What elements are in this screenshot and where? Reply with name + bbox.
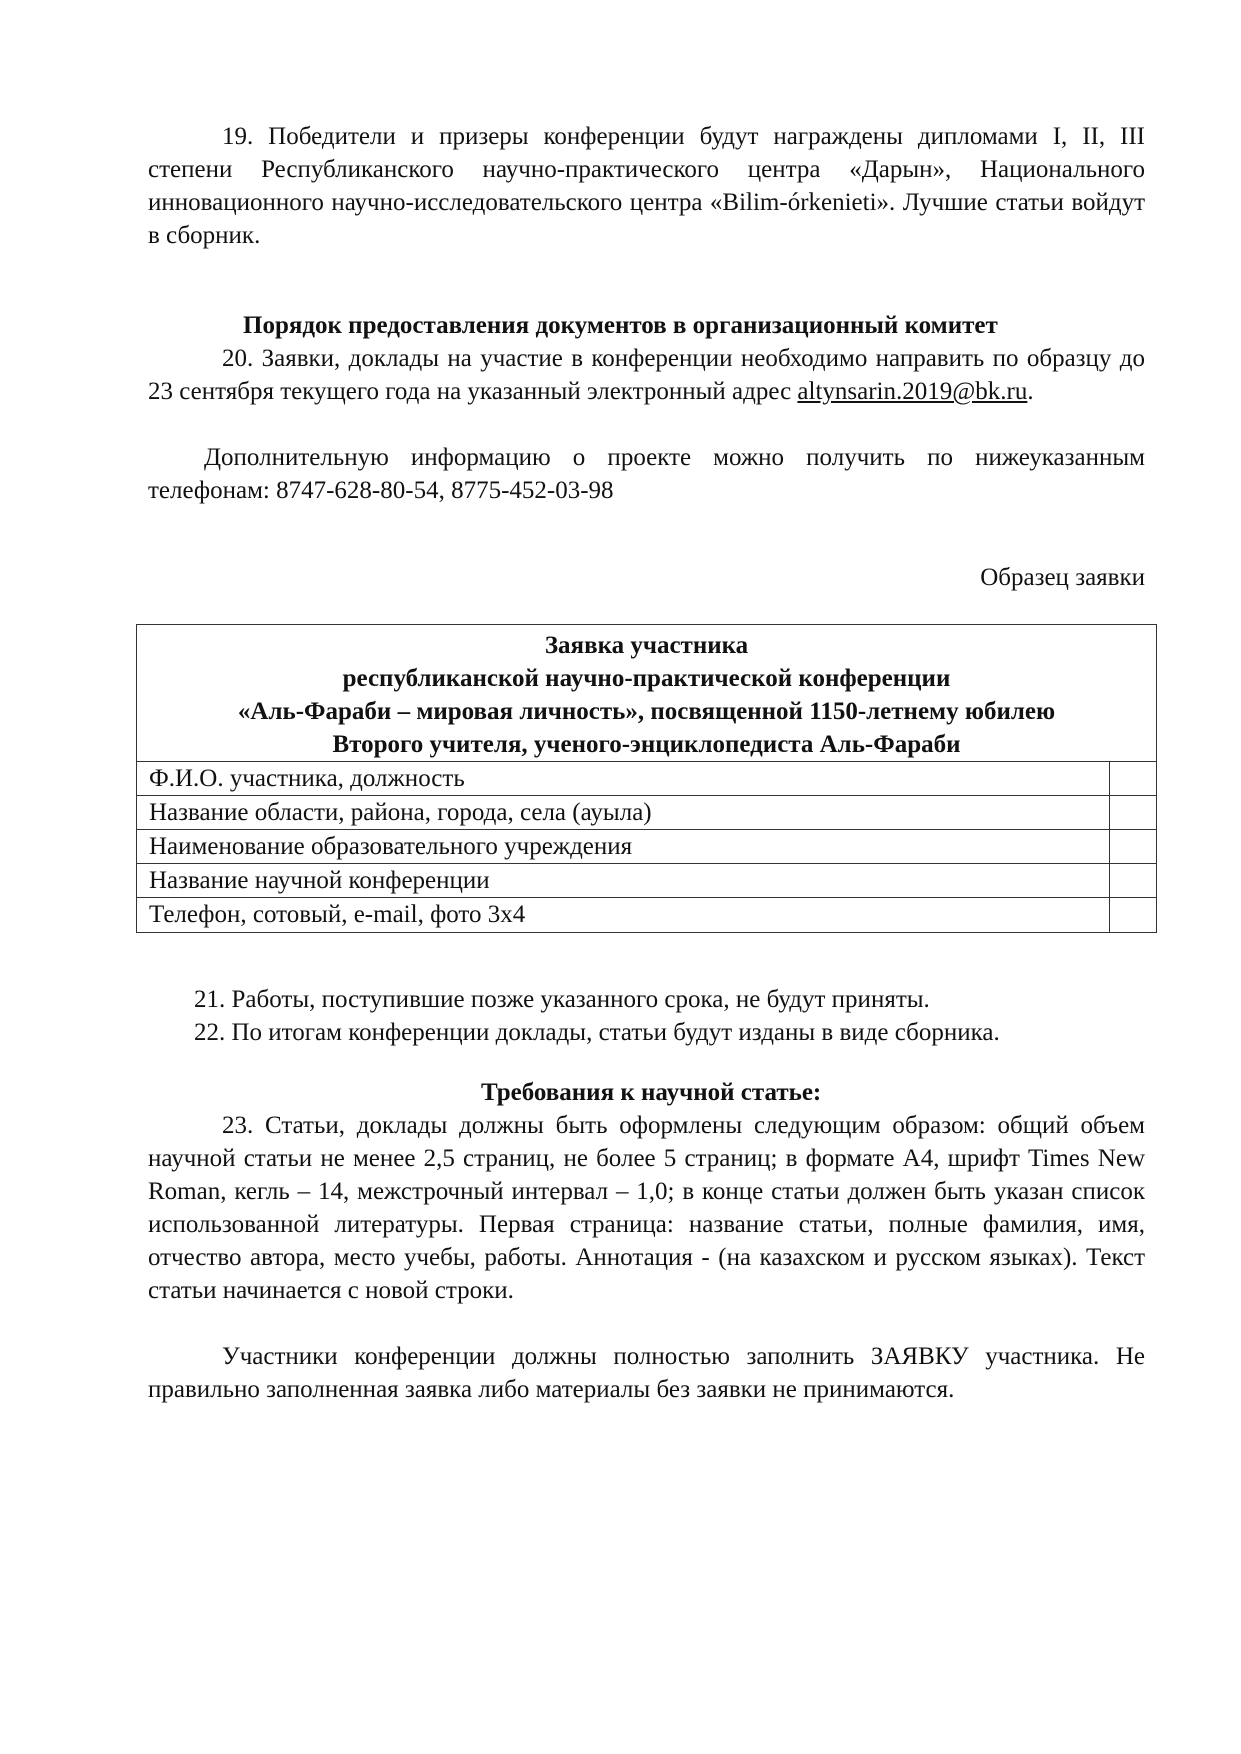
email-link[interactable]: altynsarin.2019@bk.ru: [797, 378, 1028, 405]
participants-note: Участники конференции должны полностью заполнить ЗАЯВКУ участника. Не правильно заполненная заявка либо материалы без заявки не принимаются.: [148, 1343, 1145, 1403]
form-row: [137, 864, 1156, 898]
form-row-label: Телефон, сотовый, e-mail, фото 3х4: [137, 898, 1110, 932]
documents-heading: Порядок предоставления документов в организационный комитет: [243, 312, 998, 339]
form-row-value[interactable]: [1110, 762, 1156, 795]
form-row-label: Наименование образовательного учреждения: [137, 830, 1110, 863]
form-row-label: Название научной конференции: [137, 864, 1110, 897]
extra-info-paragraph: Дополнительную информацию о проекте можно получить по нижеуказанным телефонам: 8747-628-80-54, 8775-452-03-98: [148, 444, 1145, 504]
requirements-heading: Требования к научной статье:: [481, 1079, 822, 1106]
form-row-label: Ф.И.О. участника, должность: [137, 762, 1110, 795]
form-title-line: Заявка участника: [544, 632, 749, 659]
application-form-table: [136, 624, 1157, 933]
application-form-title: [137, 625, 1156, 762]
form-title-line: республиканской научно-практической конференции: [342, 665, 951, 692]
form-row: [137, 898, 1156, 932]
form-title-line: «Аль-Фараби – мировая личность», посвященной 1150-летнему юбилею: [237, 698, 1056, 725]
form-row-value[interactable]: [1110, 830, 1156, 863]
sample-label: Образец заявки: [980, 564, 1145, 591]
form-row-value[interactable]: [1110, 898, 1156, 932]
form-row-value[interactable]: [1110, 796, 1156, 829]
item-22: 22. По итогам конференции доклады, статьи будут изданы в виде сборника.: [194, 1019, 1000, 1046]
paragraph-20-suffix: .: [1027, 378, 1034, 405]
form-row: [137, 762, 1156, 796]
form-row: [137, 796, 1156, 830]
form-row: [137, 830, 1156, 864]
paragraph-20: [148, 342, 1145, 408]
item-21: 21. Работы, поступившие позже указанного срока, не будут приняты.: [194, 986, 930, 1013]
paragraph-23: 23. Статьи, доклады должны быть оформлены следующим образом: общий объем научной статьи не менее 2,5 страниц, не более 5 страниц; в формате А4, шрифт Times New Roman, кегль – 14, межстрочный интервал – 1,0; в конце статьи должен быть указан список использованной литературы. Первая страница: название статьи, полные фамилия, имя, отчество автора, место учебы, работы. Аннотация - (на казахском и русском языках). Текст статьи начинается с новой строки.: [148, 1112, 1145, 1304]
paragraph-19: 19. Победители и призеры конференции будут награждены дипломами I, II, III степени Республиканского научно-практического центра «Дарын», Национального инновационного научно-исследовательского центра «Bilim-órkenieti». Лучшие статьи войдут в сборник.: [148, 123, 1145, 249]
form-title-line: Второго учителя, ученого-энциклопедиста Аль-Фараби: [332, 731, 961, 758]
form-row-label: Название области, района, города, села (ауыла): [137, 796, 1110, 829]
form-row-value[interactable]: [1110, 864, 1156, 897]
paragraph-20-text: 20. Заявки, доклады на участие в конференции необходимо направить по образцу до 23 сентября текущего года на указанный электронный адрес: [148, 345, 1145, 405]
